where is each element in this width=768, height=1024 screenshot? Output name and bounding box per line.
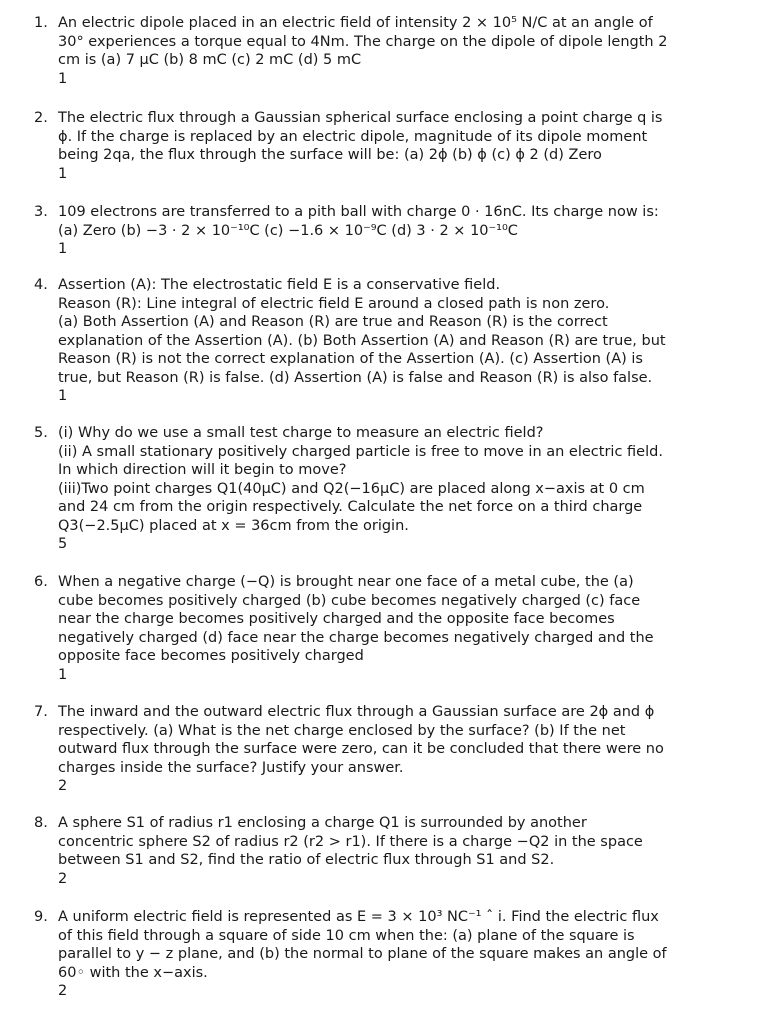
question-body (58, 276, 728, 406)
question-body (58, 203, 728, 259)
question-marks: 2 (58, 983, 68, 999)
question-marks: 2 (58, 870, 68, 887)
question-line: and 24 cm from the origin respectively. Calculate the net force on a third charge (58, 499, 643, 515)
question-line: being 2qa, the flux through the surface will be: (a) 2ϕ (b) ϕ (c) ϕ 2 (d) Zero (58, 147, 602, 163)
question-line: When a negative charge (−Q) is brought near one face of a metal cube, the (a) (58, 574, 634, 590)
question-line: The electric flux through a Gaussian spherical surface enclosing a point charge q is (58, 110, 663, 126)
question-line: parallel to y − z plane, and (b) the normal to plane of the square makes an angle of (58, 946, 667, 962)
question-marks: 2 (58, 778, 68, 794)
question-line: A sphere S1 of radius r1 enclosing a charge Q1 is surrounded by another (58, 815, 587, 831)
question-line: near the charge becomes positively charged and the opposite face becomes (58, 611, 615, 627)
question-line: concentric sphere S2 of radius r2 (r2 > r1). If there is a charge −Q2 in the space (58, 833, 643, 850)
question-line: Assertion (A): The electrostatic field E is a conservative field. (58, 277, 501, 293)
question-body (58, 814, 728, 888)
question-body (58, 14, 728, 88)
question-number: 4. (34, 277, 48, 293)
question-line: 109 electrons are transferred to a pith ball with charge 0 · 16nC. Its charge now is: (58, 204, 659, 220)
question-line: explanation of the Assertion (A). (b) Both Assertion (A) and Reason (R) are true, but (58, 332, 666, 349)
question-body (58, 424, 728, 554)
question-line: outward flux through the surface were zero, can it be concluded that there were no (58, 741, 664, 757)
question-line: true, but Reason (R) is false. (d) Assertion (A) is false and Reason (R) is also false. (58, 369, 653, 386)
question-line: ϕ. If the charge is replaced by an electric dipole, magnitude of its dipole moment (58, 128, 648, 145)
question-line: (a) Zero (b) −3 · 2 × 10⁻¹⁰C (c) −1.6 × 10⁻⁹C (d) 3 · 2 × 10⁻¹⁰C (58, 222, 518, 239)
question-number: 1. (34, 15, 48, 31)
question-line: (a) Both Assertion (A) and Reason (R) are true and Reason (R) is the correct (58, 314, 608, 330)
question-body (58, 573, 728, 684)
question-line: 60◦ with the x−axis. (58, 964, 208, 981)
question-number: 3. (34, 204, 48, 220)
question-line: (i) Why do we use a small test charge to measure an electric field? (58, 425, 544, 441)
question-line: opposite face becomes positively charged (58, 648, 364, 664)
question-line: Q3(−2.5μC) placed at x = 36cm from the origin. (58, 517, 409, 534)
question-number: 5. (34, 425, 48, 441)
question-body (58, 908, 728, 1001)
question-line: negatively charged (d) face near the charge becomes negatively charged and the (58, 629, 654, 646)
question-marks: 5 (58, 536, 68, 552)
question-number: 6. (34, 574, 48, 590)
question-line: (iii)Two point charges Q1(40μC) and Q2(−16μC) are placed along x−axis at 0 cm (58, 480, 645, 497)
question-number: 2. (34, 110, 48, 126)
question-line: between S1 and S2, find the ratio of electric flux through S1 and S2. (58, 852, 555, 868)
question-line: A uniform electric field is represented as E = 3 × 10³ NC⁻¹ ˆ i. Find the electric flux (58, 909, 659, 925)
question-line: 30° experiences a torque equal to 4Nm. The charge on the dipole of dipole length 2 (58, 33, 668, 50)
question-line: charges inside the surface? Justify your answer. (58, 759, 404, 776)
question-marks: 1 (58, 241, 68, 257)
question-number: 9. (34, 909, 48, 925)
question-line: Reason (R) is not the correct explanation of the Assertion (A). (c) Assertion (A) is (58, 351, 643, 367)
question-line: An electric dipole placed in an electric field of intensity 2 × 10⁵ N/C at an angle of (58, 15, 653, 31)
question-body (58, 703, 728, 796)
question-marks: 1 (58, 388, 68, 404)
question-marks: 1 (58, 165, 68, 182)
question-line: (ii) A small stationary positively charged particle is free to move in an electric field. (58, 443, 663, 460)
question-line: cube becomes positively charged (b) cube becomes negatively charged (c) face (58, 592, 641, 609)
question-line: In which direction will it begin to move? (58, 462, 347, 478)
question-line: Reason (R): Line integral of electric field E around a closed path is non zero. (58, 295, 610, 312)
question-line: of this field through a square of side 10 cm when the: (a) plane of the square is (58, 927, 635, 944)
question-line: The inward and the outward electric flux through a Gaussian surface are 2ϕ and ϕ (58, 704, 655, 720)
question-body (58, 109, 728, 183)
question-number: 7. (34, 704, 48, 720)
question-line: respectively. (a) What is the net charge enclosed by the surface? (b) If the net (58, 722, 626, 739)
question-line: cm is (a) 7 μC (b) 8 mC (c) 2 mC (d) 5 mC (58, 52, 362, 68)
question-marks: 1 (58, 70, 68, 87)
question-marks: 1 (58, 666, 68, 683)
question-number: 8. (34, 815, 48, 831)
